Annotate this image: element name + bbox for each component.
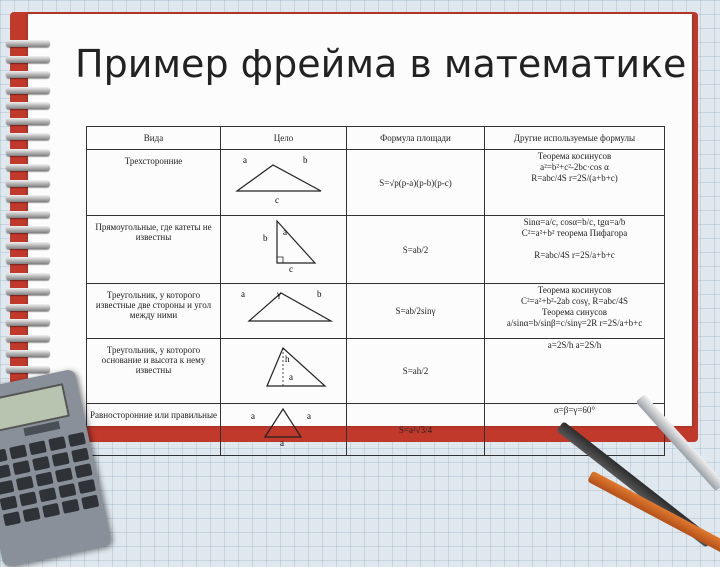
row-formula: S=√p(p-a)(p-b)(p-c) <box>347 150 485 216</box>
row-formula: S=ab/2sinγ <box>347 284 485 339</box>
spiral-ring <box>6 102 50 109</box>
row-kind: Треугольник, у которого известные две стороны и угол между ними <box>87 284 221 339</box>
spiral-ring <box>6 335 50 342</box>
row-formula: S=ah/2 <box>347 339 485 404</box>
label-b: b <box>316 289 321 299</box>
other-formula-line <box>488 239 661 250</box>
triangle-angle-diagram <box>221 284 347 339</box>
label-c: c <box>274 195 279 205</box>
spiral-ring <box>6 211 50 218</box>
spiral-ring <box>6 350 50 357</box>
spiral-ring <box>6 273 50 280</box>
table-row <box>87 339 665 404</box>
label-c: c <box>288 264 293 273</box>
spiral-ring <box>6 71 50 78</box>
row-formula: S=ab/2 <box>347 216 485 284</box>
other-formula-line: Теорема косинусов <box>537 285 612 295</box>
other-formula-line: a/sinα=b/sinβ=c/sinγ=2R r=2S/a+b+c <box>506 318 643 328</box>
triangle-height-diagram <box>221 339 347 404</box>
spiral-ring <box>6 56 50 63</box>
label-a-left: a <box>250 411 255 421</box>
row-kind: Треугольник, у которого основание и высота к нему известны <box>87 339 221 404</box>
spiral-ring <box>6 87 50 94</box>
label-a: a <box>242 155 247 165</box>
spiral-ring <box>6 133 50 140</box>
spiral-binding <box>6 40 54 380</box>
row-other-formulas <box>485 339 665 404</box>
calculator-keypad <box>0 432 99 526</box>
slide-title: Пример фрейма в математике <box>75 42 687 86</box>
spiral-ring <box>6 180 50 187</box>
spiral-ring <box>6 118 50 125</box>
label-a: a <box>288 372 293 382</box>
other-formula-line: R=abc/4S r=2S/a+b+c <box>534 250 615 260</box>
other-formula-line: α=β=γ=60° <box>553 405 596 415</box>
label-gamma: γ <box>276 289 281 299</box>
row-kind: Равносторонние или правильные <box>87 404 221 456</box>
row-formula: S=a²√3/4 <box>347 404 485 456</box>
frame-table <box>86 126 665 456</box>
other-formula-line: Теорема синусов <box>542 307 607 317</box>
label-b: b <box>302 155 307 165</box>
spiral-ring <box>6 319 50 326</box>
header-scheme: Цело <box>221 127 347 150</box>
table-header-row <box>87 127 665 150</box>
spiral-ring <box>6 257 50 264</box>
other-formula-line: R=abc/4S r=2S/(a+b+c) <box>531 173 618 183</box>
table-row <box>87 284 665 339</box>
spiral-ring <box>6 366 50 373</box>
spiral-ring <box>6 304 50 311</box>
spiral-ring <box>6 242 50 249</box>
other-formula-line: a²=b²+c²-2bc·cos α <box>540 162 609 172</box>
row-kind: Трехсторонние <box>87 150 221 216</box>
triangle-diagram <box>221 150 347 216</box>
other-formula-line: C²=a²+b² теорема Пифагора <box>521 228 628 238</box>
other-formula-line: Sinα=a/c, cosα=b/c, tgα=a/b <box>523 217 626 227</box>
row-other-formulas <box>485 150 665 216</box>
spiral-ring <box>6 226 50 233</box>
spiral-ring <box>6 149 50 156</box>
spiral-ring <box>6 40 50 47</box>
other-formula-line: Теорема косинусов <box>537 151 612 161</box>
spiral-ring <box>6 195 50 202</box>
spiral-ring <box>6 164 50 171</box>
other-formula-line: C²=a²+b²-2ab cosγ, R=abc/4S <box>520 296 629 306</box>
header-other-formulas: Другие используемые формулы <box>485 127 665 150</box>
row-other-formulas <box>485 216 665 284</box>
label-a-bottom: a <box>279 438 284 447</box>
label-a: a <box>240 289 245 299</box>
other-formula-line: a=2S/h a=2S/h <box>547 340 602 350</box>
row-kind: Прямоугольные, где катеты не известны <box>87 216 221 284</box>
header-kind: Вида <box>87 127 221 150</box>
label-h: h <box>284 354 289 364</box>
label-a-right: a <box>306 411 311 421</box>
label-a: a <box>282 227 287 237</box>
table-row <box>87 150 665 216</box>
equilateral-triangle-diagram <box>221 404 347 456</box>
header-area-formula: Формула площади <box>347 127 485 150</box>
spiral-ring <box>6 288 50 295</box>
right-triangle-diagram <box>221 216 347 284</box>
table-row <box>87 216 665 284</box>
label-b: b <box>262 233 267 243</box>
row-other-formulas <box>485 284 665 339</box>
